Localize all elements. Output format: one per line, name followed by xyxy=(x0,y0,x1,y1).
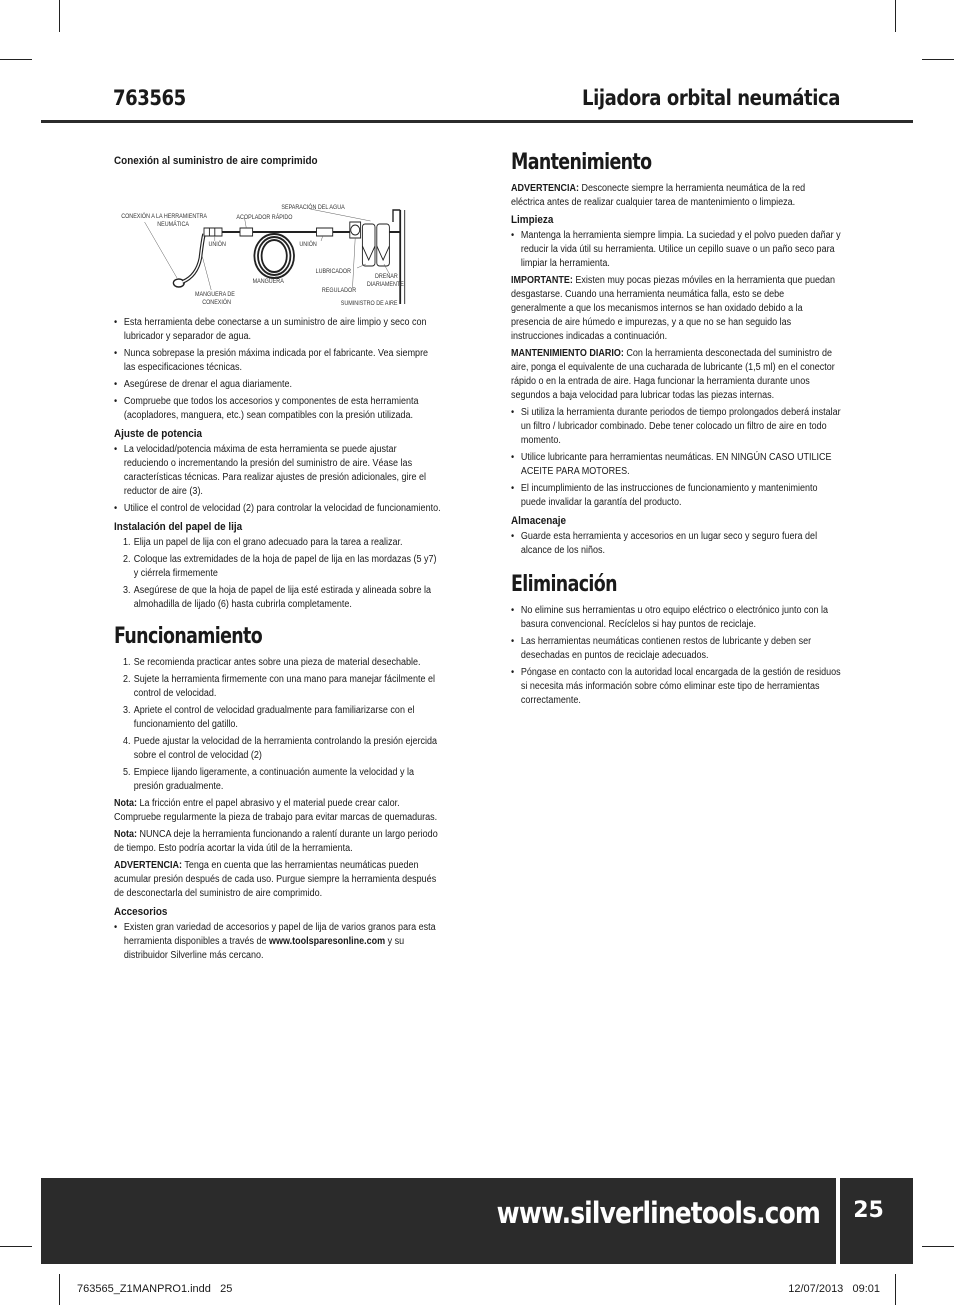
list-item: • Si utiliza la herramienta durante periodos de tiempo prolongados deberá instalar un filtro / lubricador combinado. Debe tener colocado un filtro de aire en todo momento. xyxy=(511,406,841,448)
supply-bullets xyxy=(114,316,441,423)
label-water-separation: SEPARACIÓN DEL AGUA xyxy=(281,205,345,211)
section-title-eliminacion: Eliminación xyxy=(511,572,617,597)
product-code: 763565 xyxy=(113,86,186,110)
website-link[interactable]: www.silverlinetools.com xyxy=(496,1196,820,1230)
list-item: • Mantenga la herramienta siempre limpia. La suciedad y el polvo pueden dañar y reducir la vida útil su herramienta. Utilice un cepillo suave o un paño seco para limpiar la herramienta. xyxy=(511,229,841,271)
warning-paragraph: ADVERTENCIA: Desconecte siempre la herramienta neumática de la red eléctrica antes de realizar cualquier tarea de mantenimiento o limpieza. xyxy=(511,183,806,208)
label-regulator: REGULADOR xyxy=(321,288,357,294)
section-heading-instalacion: Instalación del papel de lija xyxy=(114,521,243,533)
label-tool-connection-2: NEUMÁTICA xyxy=(157,222,190,228)
list-item: • Póngase en contacto con la autoridad local encargada de la gestión de residuos si necesita más información sobre cómo eliminar este tipo de herramientas correctamente. xyxy=(511,666,841,708)
list-item: • Asegúrese de drenar el agua diariamente. xyxy=(114,378,441,392)
section-heading-limpieza: Limpieza xyxy=(511,214,554,226)
funcionamiento-steps xyxy=(114,656,441,794)
page-title: Lijadora orbital neumática xyxy=(581,86,840,110)
section-title-mantenimiento: Mantenimiento xyxy=(511,150,652,175)
list-item: 1. Se recomienda practicar antes sobre una pieza de material desechable. xyxy=(123,657,421,668)
list-item: • Las herramientas neumáticas contienen restos de lubricante y deben ser desechadas en puntos de reciclaje adecuados. xyxy=(511,635,841,663)
list-item: • Nunca sobrepase la presión máxima indicada por el fabricante. Vea siempre las especificaciones técnicas. xyxy=(114,347,441,375)
right-column xyxy=(511,150,841,711)
ajuste-bullets xyxy=(114,443,441,516)
label-lubricator: LUBRICADOR xyxy=(315,269,352,275)
list-item: 2. Sujete la herramienta firmemente con una mano para manejar fácilmente el control de velocidad. xyxy=(123,674,435,699)
list-item: • Existen gran variedad de accesorios y papel de lija de varios granos para esta herramienta disponibles a través de www.toolsparesonline.com y su distribuidor Silverline más cercano. xyxy=(114,921,441,963)
crop-mark xyxy=(922,1246,954,1247)
maintenance-bullets xyxy=(511,406,841,510)
footer-bar xyxy=(41,1178,836,1264)
list-item: • Guarde esta herramienta y accesorios en un lugar seco y seguro fuera del alcance de los niños. xyxy=(511,530,841,558)
accesorios-bullets xyxy=(114,921,441,963)
crop-mark xyxy=(59,1274,60,1305)
crop-mark xyxy=(59,0,60,32)
warning-paragraph: ADVERTENCIA: Tenga en cuenta que las herramientas neumáticas pueden acumular presión después de cada uso. Purgue siempre la herramienta después de desconectarla del suministro de aire comprimido. xyxy=(114,860,437,899)
section-title-funcionamiento: Funcionamiento xyxy=(114,624,263,649)
label-quick-coupler: ACOPLADOR RÁPIDO xyxy=(236,215,293,221)
section-heading-almacenaje: Almacenaje xyxy=(511,515,567,527)
label-connection-hose: MANGUERA DE xyxy=(195,292,235,298)
list-item: • No elimine sus herramientas u otro equipo eléctrico o electrónico junto con la basura convencional. Recíclelos si hay puntos de reciclaje. xyxy=(511,604,841,632)
important-paragraph: IMPORTANTE: Existen muy pocas piezas móviles en la herramienta que puedan desgastarse. Cuando una herramienta neumática falla, esto se debe generalmente a que los mecanismos internos se han oxidado debido a la presencia de aire húmedo e impurezas, y a que no se han seguido las instrucciones indicadas a continuación. xyxy=(511,275,835,342)
label-air-supply: SUMINISTRO DE AIRE xyxy=(340,301,398,307)
air-supply-illustration xyxy=(114,176,411,312)
label-drain-daily: DIARIAMENTE xyxy=(366,282,404,288)
list-item: 3. Asegúrese de que la hoja de papel de lija esté estirada y alineada sobre la almohadilla de lijado (6) hasta cubrirla completamente. xyxy=(123,585,432,610)
list-item: • La velocidad/potencia máxima de esta herramienta se puede ajustar reduciendo o incrementando la presión del suministro de aire. Véase las características técnicas. Para realizar ajustes de presión adicionales, gire el reductor de aire (3). xyxy=(114,443,441,499)
print-slug-file: 763565_Z1MANPRO1.indd 25 xyxy=(77,1283,233,1295)
list-item: • El incumplimiento de las instrucciones de funcionamiento y mantenimiento puede invalidar la garantía del producto. xyxy=(511,482,841,510)
crop-mark xyxy=(0,1246,32,1247)
section-heading-accesorios: Accesorios xyxy=(114,906,168,918)
section-heading-conexion: Conexión al suministro de aire comprimido xyxy=(114,155,318,167)
air-supply-diagram xyxy=(114,176,441,312)
list-item: • Compruebe que todos los accesorios y componentes de esta herramienta (acopladores, manguera, etc.) sean compatibles con la presión utilizada. xyxy=(114,395,441,423)
crop-mark xyxy=(0,59,32,60)
list-item: 1. Elija un papel de lija con el grano adecuado para la tarea a realizar. xyxy=(123,537,403,548)
daily-maintenance-paragraph: MANTENIMIENTO DIARIO: Con la herramienta desconectada del suministro de aire, ponga el equivalente de una cucharada de lubricante (1,5 ml) en el conector rápido o en la entrada de aire. Haga funcionar la herramienta durante unos segundos a baja velocidad para lubricar todas las piezas internas. xyxy=(511,348,835,401)
list-item: 5. Empiece lijando ligeramente, a continuación aumente la velocidad y la presión gradualmente. xyxy=(123,767,414,792)
note-paragraph: Nota: La fricción entre el papel abrasivo y el material puede crear calor. Compruebe regularmente la pieza de trabajo para evitar marcas de quemaduras. xyxy=(114,798,438,823)
limpieza-bullets xyxy=(511,229,841,271)
instalacion-steps xyxy=(114,536,441,612)
label-hose: MANGUERA xyxy=(252,279,284,285)
label-union-right: UNIÓN xyxy=(299,242,317,248)
list-item: 3. Apriete el control de velocidad gradualmente para familiarizarse con el funcionamiento del gatillo. xyxy=(123,705,415,730)
page-number-box xyxy=(840,1178,913,1264)
eliminacion-bullets xyxy=(511,604,841,708)
list-item: 2. Coloque las extremidades de la hoja de papel de lija en las mordazas (5 y7) y ciérrela firmemente xyxy=(123,554,437,579)
header-rule xyxy=(41,120,913,123)
note-paragraph: Nota: NUNCA deje la herramienta funcionando a ralentí durante un largo periodo de tiempo. Esto podría acortar la vida útil de la herramienta. xyxy=(114,829,438,854)
left-column xyxy=(114,150,441,966)
list-item: 4. Puede ajustar la velocidad de la herramienta controlando la presión ejercida sobre el control de velocidad (2) xyxy=(123,736,437,761)
list-item: • Utilice el control de velocidad (2) para controlar la velocidad de funcionamiento. xyxy=(114,502,441,516)
section-heading-ajuste: Ajuste de potencia xyxy=(114,428,203,440)
spares-link[interactable]: www.toolsparesonline.com xyxy=(268,936,386,947)
print-slug-date: 12/07/2013 09:01 xyxy=(788,1283,880,1295)
crop-mark xyxy=(895,0,896,32)
label-tool-connection: CONEXIÓN A LA HERRAMIENTRA xyxy=(121,214,208,220)
crop-mark xyxy=(922,59,954,60)
label-union-left: UNIÓN xyxy=(208,242,226,248)
label-drain: DRENAR xyxy=(375,274,398,280)
label-connection-hose-2: CONEXIÓN xyxy=(202,300,232,306)
crop-mark xyxy=(895,1274,896,1305)
list-item: • Esta herramienta debe conectarse a un suministro de aire limpio y seco con lubricador y separador de agua. xyxy=(114,316,441,344)
page-number: 25 xyxy=(853,1198,884,1223)
almacenaje-bullets xyxy=(511,530,841,558)
list-item: • Utilice lubricante para herramientas neumáticas. EN NINGÚN CASO UTILICE ACEITE PARA MOTORES. xyxy=(511,451,841,479)
